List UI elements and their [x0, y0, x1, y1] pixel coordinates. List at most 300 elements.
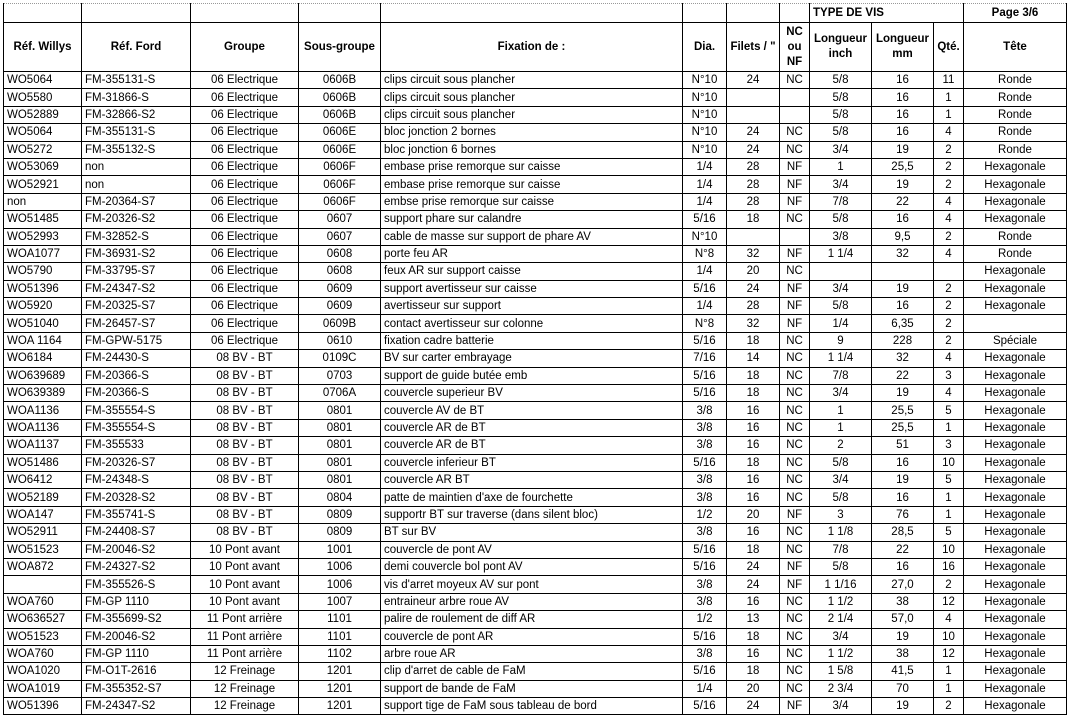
table-cell: 3/8: [810, 228, 872, 245]
table-cell: 18: [727, 211, 780, 228]
table-cell: NC: [780, 611, 810, 628]
table-cell: FM-355554-S: [82, 419, 191, 436]
table-cell: NC: [780, 471, 810, 488]
table-cell: 57,0: [872, 611, 934, 628]
table-cell: bloc jonction 6 bornes: [381, 141, 683, 158]
table-row: [4, 332, 1067, 349]
table-cell: NC: [780, 211, 810, 228]
table-cell: 16: [727, 524, 780, 541]
table-cell: NF: [780, 576, 810, 593]
table-cell: couvercle AR de BT: [381, 437, 683, 454]
table-cell: couvercle inferieur BT: [381, 454, 683, 471]
table-cell: Hexagonale: [964, 506, 1067, 523]
table-cell: [810, 263, 872, 280]
table-cell: NF: [780, 176, 810, 193]
table-cell: 2: [810, 437, 872, 454]
table-cell: WOA760: [4, 593, 82, 610]
table-cell: 0801: [299, 454, 381, 471]
table-cell: NC: [780, 628, 810, 645]
table-cell: Hexagonale: [964, 645, 1067, 662]
table-cell: 2: [934, 141, 964, 158]
table-cell: 5: [934, 402, 964, 419]
table-cell: 11 Pont arrière: [191, 611, 299, 628]
col-header: Sous-groupe: [299, 23, 381, 72]
table-cell: 1 5/8: [810, 663, 872, 680]
table-cell: 0809: [299, 524, 381, 541]
table-cell: 5/16: [683, 698, 727, 715]
table-cell: 5/8: [810, 124, 872, 141]
table-cell: 0607: [299, 211, 381, 228]
table-cell: 5/16: [683, 280, 727, 297]
table-cell: FM-36931-S2: [82, 245, 191, 262]
table-cell: demi couvercle bol pont AV: [381, 558, 683, 575]
table-cell: Hexagonale: [964, 158, 1067, 175]
table-cell: 19: [872, 141, 934, 158]
table-cell: 1: [810, 419, 872, 436]
table-cell: Ronde: [964, 106, 1067, 123]
table-row: [4, 558, 1067, 575]
table-cell: 3: [810, 506, 872, 523]
table-cell: Hexagonale: [964, 471, 1067, 488]
table-cell: WO52921: [4, 176, 82, 193]
table-cell: 08 BV - BT: [191, 437, 299, 454]
table-row: [4, 419, 1067, 436]
table-cell: 18: [727, 541, 780, 558]
table-cell: 2: [934, 228, 964, 245]
table-cell: 3: [934, 437, 964, 454]
table-cell: 28: [727, 158, 780, 175]
table-cell: couvercle AR BT: [381, 471, 683, 488]
table-cell: 06 Electrique: [191, 72, 299, 89]
table-cell: 14: [727, 350, 780, 367]
table-cell: 7/16: [683, 350, 727, 367]
table-cell: 0606F: [299, 176, 381, 193]
table-cell: FM-24430-S: [82, 350, 191, 367]
table-cell: FM-20325-S7: [82, 298, 191, 315]
table-cell: NC: [780, 593, 810, 610]
table-cell: 0606F: [299, 158, 381, 175]
table-cell: 3/4: [810, 628, 872, 645]
table-cell: 10: [934, 541, 964, 558]
table-row: [4, 367, 1067, 384]
table-cell: WOA147: [4, 506, 82, 523]
table-cell: 16: [872, 298, 934, 315]
table-cell: FM-20046-S2: [82, 541, 191, 558]
table-row: [4, 106, 1067, 123]
table-cell: 1 1/2: [810, 593, 872, 610]
table-cell: 0606E: [299, 124, 381, 141]
column-header-row: [4, 23, 1067, 72]
table-cell: non: [82, 158, 191, 175]
col-header: Réf. Ford: [82, 23, 191, 72]
table-cell: Hexagonale: [964, 489, 1067, 506]
table-cell: 7/8: [810, 541, 872, 558]
table-cell: cable de masse sur support de phare AV: [381, 228, 683, 245]
table-cell: 76: [872, 506, 934, 523]
table-cell: WO52911: [4, 524, 82, 541]
table-cell: Hexagonale: [964, 263, 1067, 280]
table-cell: 06 Electrique: [191, 245, 299, 262]
table-cell: 5/16: [683, 558, 727, 575]
table-cell: 38: [872, 593, 934, 610]
table-cell: 16: [872, 558, 934, 575]
table-cell: 0606B: [299, 106, 381, 123]
table-cell: N°10: [683, 124, 727, 141]
table-cell: 4: [934, 611, 964, 628]
table-cell: 06 Electrique: [191, 315, 299, 332]
table-cell: N°10: [683, 228, 727, 245]
table-cell: WO52993: [4, 228, 82, 245]
table-cell: WOA 1164: [4, 332, 82, 349]
table-cell: NC: [780, 489, 810, 506]
table-cell: clips circuit sous plancher: [381, 106, 683, 123]
table-cell: NC: [780, 124, 810, 141]
table-cell: 24: [727, 698, 780, 715]
table-cell: 2 1/4: [810, 611, 872, 628]
table-cell: 12: [934, 593, 964, 610]
table-cell: WO51396: [4, 280, 82, 297]
table-cell: [964, 315, 1067, 332]
table-cell: 06 Electrique: [191, 211, 299, 228]
table-cell: FM-20328-S2: [82, 489, 191, 506]
table-cell: WO51523: [4, 628, 82, 645]
table-cell: 0606B: [299, 89, 381, 106]
table-cell: NC: [780, 350, 810, 367]
table-cell: 08 BV - BT: [191, 471, 299, 488]
table-row: [4, 489, 1067, 506]
table-cell: 06 Electrique: [191, 298, 299, 315]
table-cell: N°8: [683, 245, 727, 262]
table-cell: 16: [872, 89, 934, 106]
table-cell: supportr BT sur traverse (dans silent bloc): [381, 506, 683, 523]
table-cell: 0109C: [299, 350, 381, 367]
table-cell: NC: [780, 332, 810, 349]
table-cell: 19: [872, 698, 934, 715]
table-cell: NC: [780, 367, 810, 384]
table-cell: NC: [780, 541, 810, 558]
table-cell: fixation cadre batterie: [381, 332, 683, 349]
table-row: [4, 698, 1067, 715]
table-cell: 0609: [299, 280, 381, 297]
table-cell: 2: [934, 298, 964, 315]
col-header: Qté.: [934, 23, 964, 72]
table-cell: NC: [780, 645, 810, 662]
table-cell: 06 Electrique: [191, 89, 299, 106]
table-cell: N°8: [683, 315, 727, 332]
parts-table: [3, 3, 1067, 715]
table-row: [4, 315, 1067, 332]
table-cell: [934, 263, 964, 280]
table-row: [4, 89, 1067, 106]
table-cell: 41,5: [872, 663, 934, 680]
table-cell: WOA1019: [4, 680, 82, 697]
table-cell: 16: [872, 454, 934, 471]
table-cell: N°10: [683, 89, 727, 106]
table-cell: Hexagonale: [964, 663, 1067, 680]
table-cell: [727, 106, 780, 123]
table-row: [4, 611, 1067, 628]
table-cell: WO6184: [4, 350, 82, 367]
table-cell: N°10: [683, 141, 727, 158]
table-row: [4, 524, 1067, 541]
table-cell: Hexagonale: [964, 176, 1067, 193]
table-cell: 1 1/4: [810, 245, 872, 262]
table-cell: 16: [727, 437, 780, 454]
table-cell: WOA1136: [4, 419, 82, 436]
table-cell: 1006: [299, 558, 381, 575]
table-cell: NC: [780, 419, 810, 436]
table-cell: 10 Pont avant: [191, 541, 299, 558]
table-cell: Hexagonale: [964, 628, 1067, 645]
table-cell: 5/16: [683, 628, 727, 645]
table-cell: 7/8: [810, 193, 872, 210]
table-cell: 1007: [299, 593, 381, 610]
table-cell: 11 Pont arrière: [191, 628, 299, 645]
table-cell: 16: [872, 106, 934, 123]
table-cell: 25,5: [872, 158, 934, 175]
table-cell: FM-20366-S: [82, 367, 191, 384]
table-cell: support tige de FaM sous tableau de bord: [381, 698, 683, 715]
table-row: [4, 228, 1067, 245]
table-cell: 3/8: [683, 645, 727, 662]
table-cell: 12: [934, 645, 964, 662]
col-header: Groupe: [191, 23, 299, 72]
table-cell: 1/4: [683, 158, 727, 175]
table-cell: 1201: [299, 698, 381, 715]
table-cell: 16: [727, 419, 780, 436]
table-cell: Hexagonale: [964, 593, 1067, 610]
table-cell: 51: [872, 437, 934, 454]
table-cell: support de guide butée emb: [381, 367, 683, 384]
table-cell: Hexagonale: [964, 558, 1067, 575]
table-cell: 32: [872, 350, 934, 367]
table-cell: 24: [727, 280, 780, 297]
table-cell: 3/8: [683, 524, 727, 541]
table-cell: couvercle de pont AR: [381, 628, 683, 645]
table-cell: WO51396: [4, 698, 82, 715]
table-cell: NF: [780, 193, 810, 210]
table-row: [4, 245, 1067, 262]
table-cell: embse prise remorque sur caisse: [381, 193, 683, 210]
table-cell: FM-355741-S: [82, 506, 191, 523]
table-cell: 0608: [299, 245, 381, 262]
table-cell: 24: [727, 558, 780, 575]
table-cell: couvercle AR de BT: [381, 419, 683, 436]
table-cell: Ronde: [964, 245, 1067, 262]
table-cell: 1 1/16: [810, 576, 872, 593]
table-cell: 24: [727, 141, 780, 158]
table-cell: [4, 576, 82, 593]
col-header: Fixation de :: [381, 23, 683, 72]
table-cell: 5/8: [810, 106, 872, 123]
table-cell: 06 Electrique: [191, 176, 299, 193]
table-row: [4, 437, 1067, 454]
table-cell: 3/8: [683, 576, 727, 593]
table-cell: Spéciale: [964, 332, 1067, 349]
table-cell: couvercle AV de BT: [381, 402, 683, 419]
table-cell: 20: [727, 263, 780, 280]
table-cell: 10 Pont avant: [191, 576, 299, 593]
table-row: [4, 628, 1067, 645]
table-cell: 10: [934, 454, 964, 471]
col-header: Réf. Willys: [4, 23, 82, 72]
table-cell: NF: [780, 280, 810, 297]
table-cell: 16: [872, 124, 934, 141]
table-cell: NF: [780, 298, 810, 315]
table-row: [4, 298, 1067, 315]
table-cell: 5/8: [810, 211, 872, 228]
table-cell: 0706A: [299, 385, 381, 402]
table-cell: 1/2: [683, 611, 727, 628]
table-cell: 06 Electrique: [191, 158, 299, 175]
col-header: Longueur mm: [872, 23, 934, 72]
table-cell: [872, 263, 934, 280]
table-cell: Hexagonale: [964, 541, 1067, 558]
table-cell: NC: [780, 141, 810, 158]
table-cell: 4: [934, 245, 964, 262]
table-cell: FM-31866-S: [82, 89, 191, 106]
table-cell: 0609B: [299, 315, 381, 332]
table-cell: 1/4: [810, 315, 872, 332]
table-cell: NC: [780, 263, 810, 280]
table-cell: 13: [727, 611, 780, 628]
table-cell: NC: [780, 402, 810, 419]
table-cell: Hexagonale: [964, 419, 1067, 436]
table-cell: FM-355131-S: [82, 124, 191, 141]
table-cell: 1201: [299, 663, 381, 680]
table-cell: 3/4: [810, 141, 872, 158]
table-cell: 18: [727, 628, 780, 645]
table-cell: 0801: [299, 402, 381, 419]
table-cell: 1 1/8: [810, 524, 872, 541]
table-cell: 16: [727, 593, 780, 610]
table-cell: WO639689: [4, 367, 82, 384]
table-cell: 1/4: [683, 193, 727, 210]
table-cell: 08 BV - BT: [191, 350, 299, 367]
table-row: [4, 350, 1067, 367]
table-cell: Ronde: [964, 72, 1067, 89]
table-row: [4, 141, 1067, 158]
table-cell: WOA1020: [4, 663, 82, 680]
table-row: [4, 645, 1067, 662]
table-cell: 18: [727, 663, 780, 680]
table-row: [4, 541, 1067, 558]
table-cell: 4: [934, 211, 964, 228]
table-cell: N°10: [683, 72, 727, 89]
table-cell: 0801: [299, 419, 381, 436]
table-cell: 0606B: [299, 72, 381, 89]
table-cell: 3: [934, 367, 964, 384]
table-cell: 1006: [299, 576, 381, 593]
table-row: [4, 158, 1067, 175]
table-row: [4, 663, 1067, 680]
table-cell: 0606E: [299, 141, 381, 158]
table-cell: FM-GP 1110: [82, 593, 191, 610]
table-cell: NC: [780, 680, 810, 697]
table-cell: 5: [934, 524, 964, 541]
table-cell: 2: [934, 698, 964, 715]
table-cell: NF: [780, 506, 810, 523]
table-cell: 08 BV - BT: [191, 419, 299, 436]
table-cell: 19: [872, 280, 934, 297]
table-cell: vis d'arret moyeux AV sur pont: [381, 576, 683, 593]
table-cell: 20: [727, 680, 780, 697]
table-cell: 2: [934, 315, 964, 332]
table-cell: 18: [727, 385, 780, 402]
table-cell: 1: [810, 158, 872, 175]
table-cell: FM-20046-S2: [82, 628, 191, 645]
table-cell: 28,5: [872, 524, 934, 541]
table-cell: FM-24408-S7: [82, 524, 191, 541]
table-cell: 11 Pont arrière: [191, 645, 299, 662]
table-row: [4, 193, 1067, 210]
table-cell: 08 BV - BT: [191, 506, 299, 523]
table-cell: 32: [727, 245, 780, 262]
table-cell: FM-24347-S2: [82, 280, 191, 297]
table-cell: 16: [872, 489, 934, 506]
table-cell: 3/8: [683, 471, 727, 488]
table-cell: NF: [780, 158, 810, 175]
table-cell: WO6412: [4, 471, 82, 488]
table-cell: BT sur BV: [381, 524, 683, 541]
table-cell: WO639389: [4, 385, 82, 402]
table-cell: 2: [934, 332, 964, 349]
table-cell: clips circuit sous plancher: [381, 72, 683, 89]
table-cell: Hexagonale: [964, 576, 1067, 593]
table-cell: WOA1137: [4, 437, 82, 454]
table-cell: 18: [727, 367, 780, 384]
table-cell: NC: [780, 72, 810, 89]
table-row: [4, 72, 1067, 89]
table-cell: 08 BV - BT: [191, 385, 299, 402]
table-cell: 7/8: [810, 367, 872, 384]
table-cell: 3/8: [683, 489, 727, 506]
table-cell: 28: [727, 176, 780, 193]
table-cell: Ronde: [964, 89, 1067, 106]
table-cell: 0703: [299, 367, 381, 384]
table-cell: 3/4: [810, 471, 872, 488]
table-cell: 16: [727, 645, 780, 662]
table-cell: FM-355352-S7: [82, 680, 191, 697]
table-cell: WO51523: [4, 541, 82, 558]
table-cell: 0610: [299, 332, 381, 349]
table-cell: 1001: [299, 541, 381, 558]
table-cell: 18: [727, 332, 780, 349]
table-cell: 12 Freinage: [191, 680, 299, 697]
table-cell: NF: [780, 315, 810, 332]
table-row: [4, 593, 1067, 610]
table-cell: 08 BV - BT: [191, 489, 299, 506]
table-cell: 1102: [299, 645, 381, 662]
table-cell: 1/4: [683, 680, 727, 697]
table-row: [4, 576, 1067, 593]
table-cell: WO52889: [4, 106, 82, 123]
table-cell: 22: [872, 541, 934, 558]
table-cell: Ronde: [964, 141, 1067, 158]
table-cell: 3/4: [810, 176, 872, 193]
table-cell: [727, 89, 780, 106]
table-row: [4, 471, 1067, 488]
table-cell: 08 BV - BT: [191, 402, 299, 419]
table-cell: 18: [727, 454, 780, 471]
table-cell: FM-20326-S2: [82, 211, 191, 228]
table-cell: Hexagonale: [964, 437, 1067, 454]
table-cell: Ronde: [964, 124, 1067, 141]
table-cell: 4: [934, 124, 964, 141]
table-cell: contact avertisseur sur colonne: [381, 315, 683, 332]
table-cell: 5/8: [810, 89, 872, 106]
table-cell: WO53069: [4, 158, 82, 175]
